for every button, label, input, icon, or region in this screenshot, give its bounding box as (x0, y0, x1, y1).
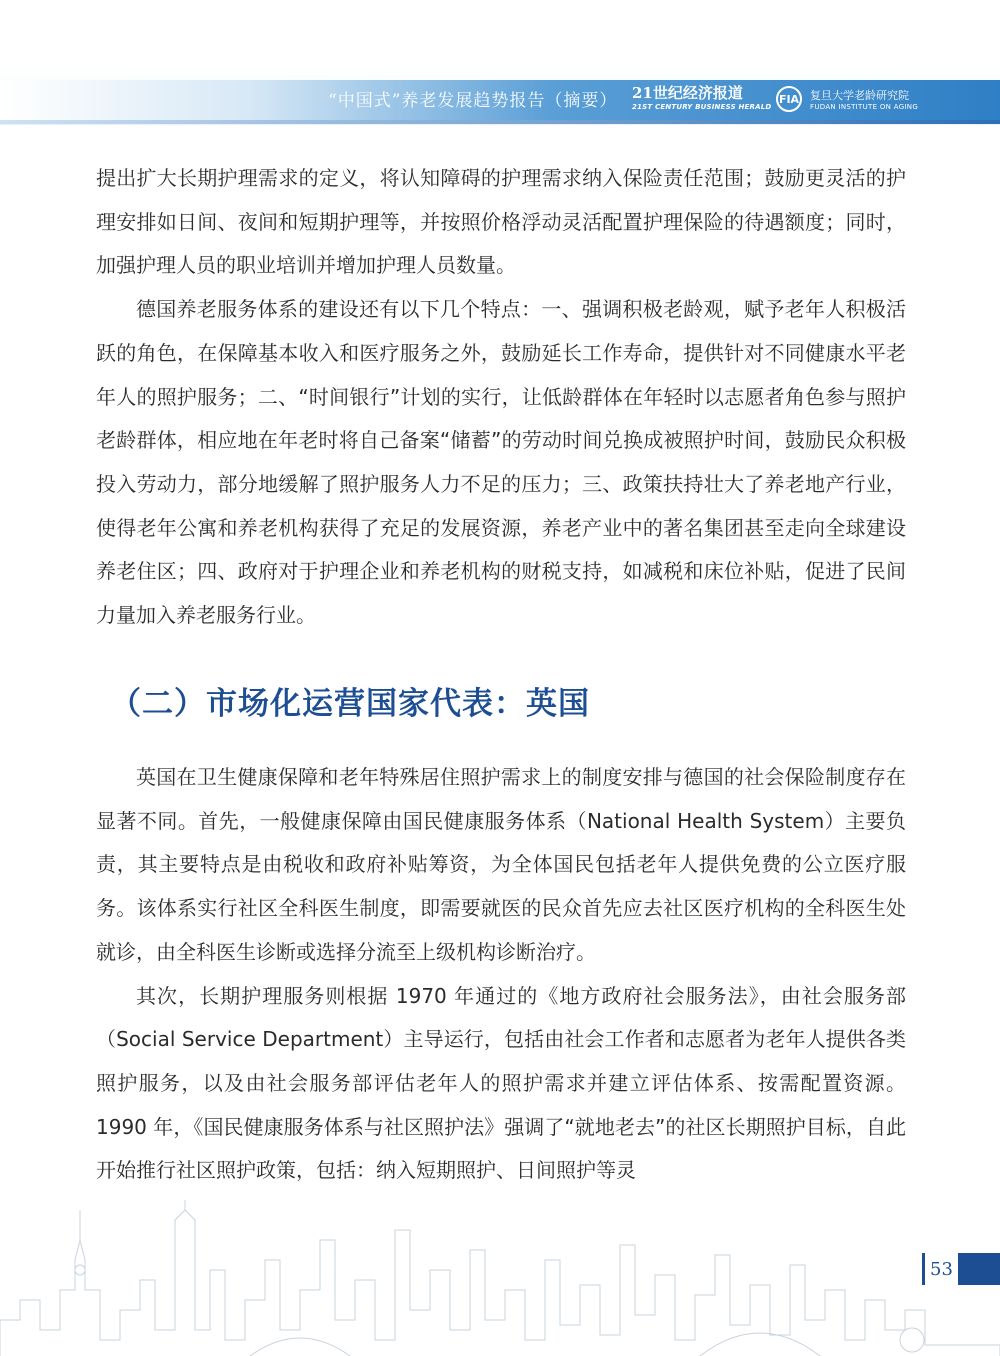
page-number: 53 (922, 1253, 958, 1285)
herald-english-name: 21ST CENTURY BUSINESS HERALD (632, 103, 772, 111)
report-title: “中国式”养老发展趋势报告（摘要） (328, 91, 618, 111)
section-title: （二）市场化运营国家代表：英国 (110, 686, 590, 722)
fudan-aging-logo-icon: FIA (776, 86, 802, 112)
paragraph: 提出扩大长期护理需求的定义，将认知障碍的护理需求纳入保险责任范围；鼓励更灵活的护理安排如日间、夜间和短期护理等，并按照价格浮动灵活配置护理保险的待遇额度；同时，加强护理人员的职业培训并增加护理人员数量。 (96, 166, 906, 278)
institute-name (810, 87, 995, 111)
paragraph: 英国在卫生健康保障和老年特殊居住照护需求上的制度安排与德国的社会保险制度存在显著不同。首先，一般健康保障由国民健康服务体系（National Health System）主要负责，其主要特点是由税收和政府补贴筹资，为全体国民包括老年人提供免费的公立医疗服务。该体系实行社区全科医生制度，即需要就医的民众首先应去社区医疗机构的全科医生处就诊，由全科医生诊断或选择分流至上级机构诊断治疗。 (96, 765, 906, 964)
body-top (96, 157, 906, 638)
header-rule (0, 120, 1000, 124)
paragraph: 德国养老服务体系的建设还有以下几个特点：一、强调积极老龄观，赋予老年人积极活跃的角色，在保障基本收入和医疗服务之外，鼓励延长工作寿命，提供针对不同健康水平老年人的照护服务；二、“时间银行”计划的实行，让低龄群体在年轻时以志愿者角色参与照护老龄群体，相应地在年老时将自己备案“储蓄”的劳动时间兑换成被照护时间，鼓励民众积极投入劳动力，部分地缓解了照护服务人力不足的压力；三、政策扶持壮大了养老地产行业，使得老年公寓和养老机构获得了充足的发展资源，养老产业中的著名集团甚至走向全球建设养老住区；四、政府对于护理企业和养老机构的财税支持，如减税和床位补贴，促进了民间力量加入养老服务行业。 (96, 297, 906, 628)
city-skyline-icon (0, 1200, 1000, 1356)
herald-logo (632, 82, 772, 111)
institute-name-cn: 复旦大学老龄研究院 (810, 89, 909, 102)
institute-name-en: FUDAN INSTITUTE ON AGING (810, 103, 919, 111)
page-header (0, 0, 1000, 125)
herald-name: 21世纪经济报道 (632, 84, 743, 102)
body-bottom (96, 756, 906, 1193)
paragraph: 其次，长期护理服务则根据 1970 年通过的《地方政府社会服务法》，由社会服务部（Social Service Department）主导运行，包括由社会工作者和志愿者为老年人提供各类照护服务，以及由社会服务部评估老年人的照护需求并建立评估体系、按需配置资源。1990 年，《国民健康服务体系与社区照护法》强调了“就地老去”的社区长期照护目标，自此开始推行社区照护政策，包括：纳入短期照护、日间照护等灵 (96, 983, 906, 1183)
page-number-bar (958, 1253, 1000, 1285)
